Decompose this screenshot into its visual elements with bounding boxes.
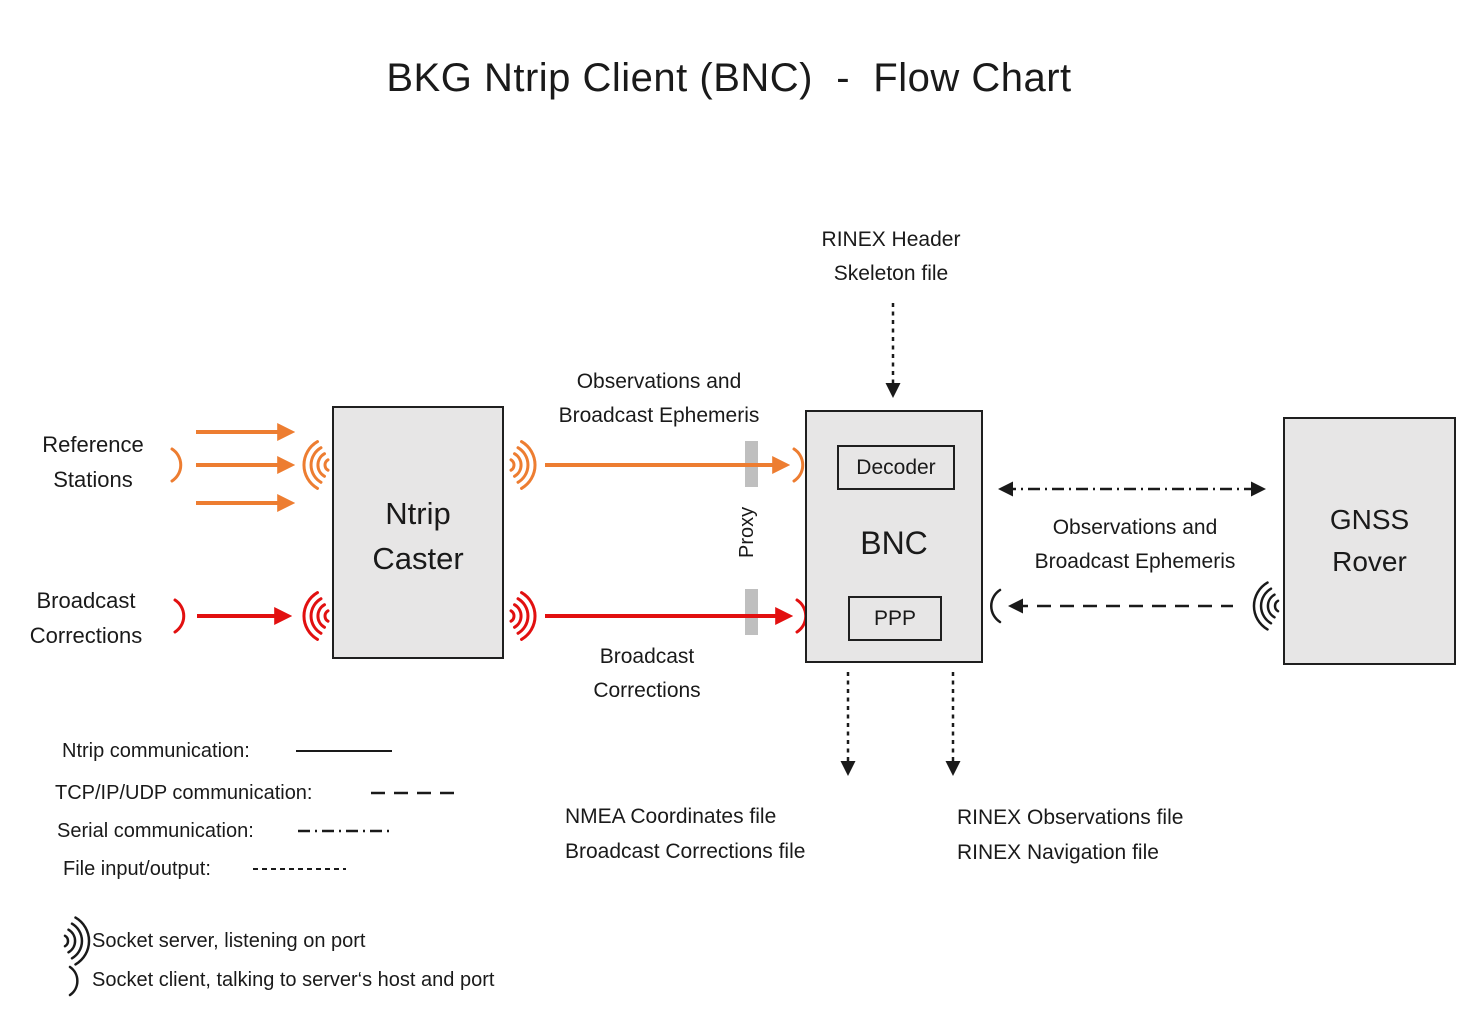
decoder-label: Decoder: [856, 455, 936, 479]
gnss-rover-label-line2: Rover: [1332, 546, 1407, 577]
proxy-bar-bottom: [745, 589, 758, 635]
gnss-rover-box: [1283, 417, 1456, 665]
ntrip-caster-label-line1: Ntrip: [385, 495, 451, 531]
socket-server-icon-caster-left: [304, 442, 328, 489]
socket-server-icon-caster-right-red: [511, 593, 535, 640]
broadcast-corrections-label: Broadcast Corrections: [29, 588, 143, 648]
legend-socket-server-label: Socket server, listening on port: [92, 930, 366, 952]
socket-client-icon-bnc-right: [991, 590, 1000, 622]
ntrip-caster-label-line2: Caster: [372, 540, 464, 576]
decoder-box: [837, 445, 955, 490]
page-title: BKG Ntrip Client (BNC) - Flow Chart: [386, 56, 1072, 100]
socket-client-icon-bnc-left-orange: [794, 449, 803, 481]
rinex-skeleton-label: RINEX Header Skeleton file: [821, 228, 961, 285]
bnc-box: [805, 410, 983, 663]
nmea-output-label: NMEA Coordinates file Broadcast Corrections file: [565, 805, 806, 863]
socket-client-icon-broadcast: [175, 600, 184, 632]
gnss-rover-label-line1: GNSS: [1329, 504, 1410, 535]
socket-server-icon-legend: [65, 918, 89, 965]
socket-server-icon-rover-left: [1254, 583, 1278, 630]
legend-fileio-label: File input/output:: [63, 858, 211, 880]
rinex-output-label: RINEX Observations file RINEX Navigation file: [957, 806, 1184, 864]
socket-client-icon-legend: [70, 967, 77, 995]
legend-tcp-label: TCP/IP/UDP communication:: [55, 782, 313, 804]
bnc-label: BNC: [860, 525, 928, 561]
obs-ephemeris-rover-label: Observations and Broadcast Ephemeris: [1034, 516, 1236, 573]
obs-ephemeris-caster-label: Observations and Broadcast Ephemeris: [558, 370, 760, 427]
proxy-label: Proxy: [736, 506, 758, 558]
ppp-box: [848, 596, 942, 641]
socket-server-icon-caster-right-orange: [511, 442, 535, 489]
broadcast-corrections-flow-label: Broadcast Corrections: [593, 645, 701, 702]
ntrip-caster-box: [332, 406, 504, 659]
legend-socket-client-label: Socket client, talking to server‘s host and port: [92, 969, 495, 991]
socket-server-icon-caster-left-red: [304, 593, 328, 640]
legend-ntrip-label: Ntrip communication:: [62, 740, 250, 762]
reference-stations-label: Reference Stations: [42, 432, 144, 492]
ppp-label: PPP: [873, 606, 917, 630]
reference-stations-arrows: [196, 432, 288, 503]
legend-serial-label: Serial communication:: [57, 820, 254, 842]
